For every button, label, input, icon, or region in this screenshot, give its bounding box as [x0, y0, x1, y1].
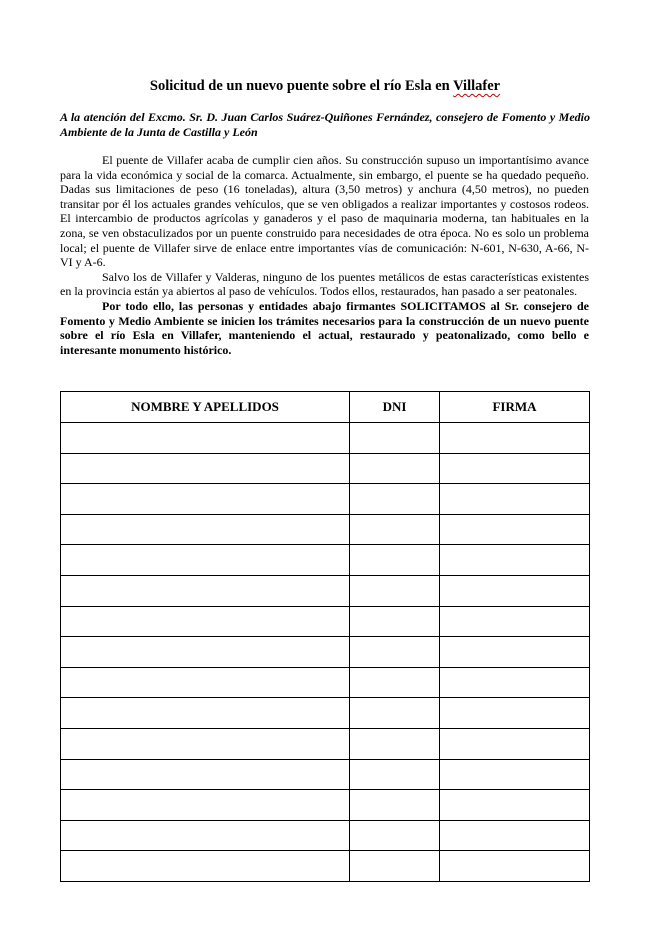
- dni-cell[interactable]: [350, 484, 440, 515]
- header-name: NOMBRE Y APELLIDOS: [61, 392, 350, 423]
- paragraph-2: Salvo los de Villafer y Valderas, ninguno de los puentes metálicos de estas características existentes en la provincia están ya abiertos al paso de vehículos. Todos ellos, restaurados, han pasado a ser peatonales.: [60, 269, 589, 299]
- dni-cell[interactable]: [350, 728, 440, 759]
- signature-row: [61, 514, 590, 545]
- paragraph-1: El puente de Villafer acaba de cumplir cien años. Su construcción supuso un importantísimo avance para la vida económica y social de la comarca. Actualmente, sin embargo, el puente se ha quedado pequeño. Dadas sus limitaciones de peso (16 toneladas), altura (3,50 metros) y anchura (4,50 metros), no pueden transitar por él los actuales grandes vehículos, que se ven obligados a realizar importantes y costosos rodeos. El intercambio de productos agrícolas y ganaderos y el paso de maquinaria moderna, tan habituales en la zona, se ven obstaculizados por un puente construido para necesidades de otra época. No es solo un problema local; el puente de Villafer sirve de enlace entre importantes vías de comunicación: N-601, N-630, A-66, N-VI y A-6.: [60, 153, 589, 270]
- signature-cell[interactable]: [440, 637, 590, 668]
- dni-cell[interactable]: [350, 514, 440, 545]
- signature-cell[interactable]: [440, 759, 590, 790]
- dni-cell[interactable]: [350, 423, 440, 454]
- signature-cell[interactable]: [440, 453, 590, 484]
- name-cell[interactable]: [61, 820, 350, 851]
- signature-cell[interactable]: [440, 423, 590, 454]
- dni-cell[interactable]: [350, 667, 440, 698]
- dni-cell[interactable]: [350, 851, 440, 882]
- signature-row: [61, 851, 590, 882]
- signature-row: [61, 484, 590, 515]
- signature-cell[interactable]: [440, 728, 590, 759]
- signature-row: [61, 423, 590, 454]
- dni-cell[interactable]: [350, 698, 440, 729]
- signature-cell[interactable]: [440, 820, 590, 851]
- signature-row: [61, 728, 590, 759]
- signature-row: [61, 820, 590, 851]
- signature-cell[interactable]: [440, 667, 590, 698]
- signature-cell[interactable]: [440, 606, 590, 637]
- dni-cell[interactable]: [350, 637, 440, 668]
- page-title: [60, 77, 590, 95]
- name-cell[interactable]: [61, 606, 350, 637]
- dni-cell[interactable]: [350, 759, 440, 790]
- name-cell[interactable]: [61, 698, 350, 729]
- dni-cell[interactable]: [350, 453, 440, 484]
- dni-cell[interactable]: [350, 606, 440, 637]
- signature-cell[interactable]: [440, 790, 590, 821]
- header-dni: DNI: [350, 392, 440, 423]
- name-cell[interactable]: [61, 484, 350, 515]
- signature-row: [61, 698, 590, 729]
- name-cell[interactable]: [61, 728, 350, 759]
- signature-row: [61, 453, 590, 484]
- signature-table: [60, 391, 590, 882]
- name-cell[interactable]: [61, 790, 350, 821]
- signature-row: [61, 575, 590, 606]
- header-signature: FIRMA: [440, 392, 590, 423]
- name-cell[interactable]: [61, 453, 350, 484]
- signature-row: [61, 759, 590, 790]
- name-cell[interactable]: [61, 575, 350, 606]
- title-place: Villafer: [453, 78, 501, 94]
- signature-row: [61, 606, 590, 637]
- dni-cell[interactable]: [350, 790, 440, 821]
- signature-row: [61, 667, 590, 698]
- signature-row: [61, 790, 590, 821]
- body-text: [60, 153, 589, 357]
- signature-cell[interactable]: [440, 698, 590, 729]
- name-cell[interactable]: [61, 851, 350, 882]
- signature-cell[interactable]: [440, 484, 590, 515]
- name-cell[interactable]: [61, 423, 350, 454]
- signature-cell[interactable]: [440, 851, 590, 882]
- signature-cell[interactable]: [440, 575, 590, 606]
- dni-cell[interactable]: [350, 575, 440, 606]
- name-cell[interactable]: [61, 637, 350, 668]
- title-prefix: Solicitud de un nuevo puente sobre el río Esla en: [149, 78, 454, 94]
- signature-cell[interactable]: [440, 514, 590, 545]
- name-cell[interactable]: [61, 514, 350, 545]
- dni-cell[interactable]: [350, 820, 440, 851]
- name-cell[interactable]: [61, 667, 350, 698]
- name-cell[interactable]: [61, 545, 350, 576]
- signature-row: [61, 637, 590, 668]
- signature-cell[interactable]: [440, 545, 590, 576]
- addressee-line: A la atención del Excmo. Sr. D. Juan Carlos Suárez-Quiñones Fernández, consejero de Fomento y Medio Ambiente de la Junta de Castilla y León: [60, 110, 590, 139]
- signature-row: [61, 545, 590, 576]
- name-cell[interactable]: [61, 759, 350, 790]
- signature-table-header: [61, 392, 590, 423]
- paragraph-request: Por todo ello, las personas y entidades abajo firmantes SOLICITAMOS al Sr. consejero de Fomento y Medio Ambiente se inicien los trámites necesarios para la construcción de un nuevo puente sobre el río Esla en Villafer, manteniendo el actual, restaurado y peatonalizado, como bello e interesante monumento histórico.: [60, 298, 589, 357]
- dni-cell[interactable]: [350, 545, 440, 576]
